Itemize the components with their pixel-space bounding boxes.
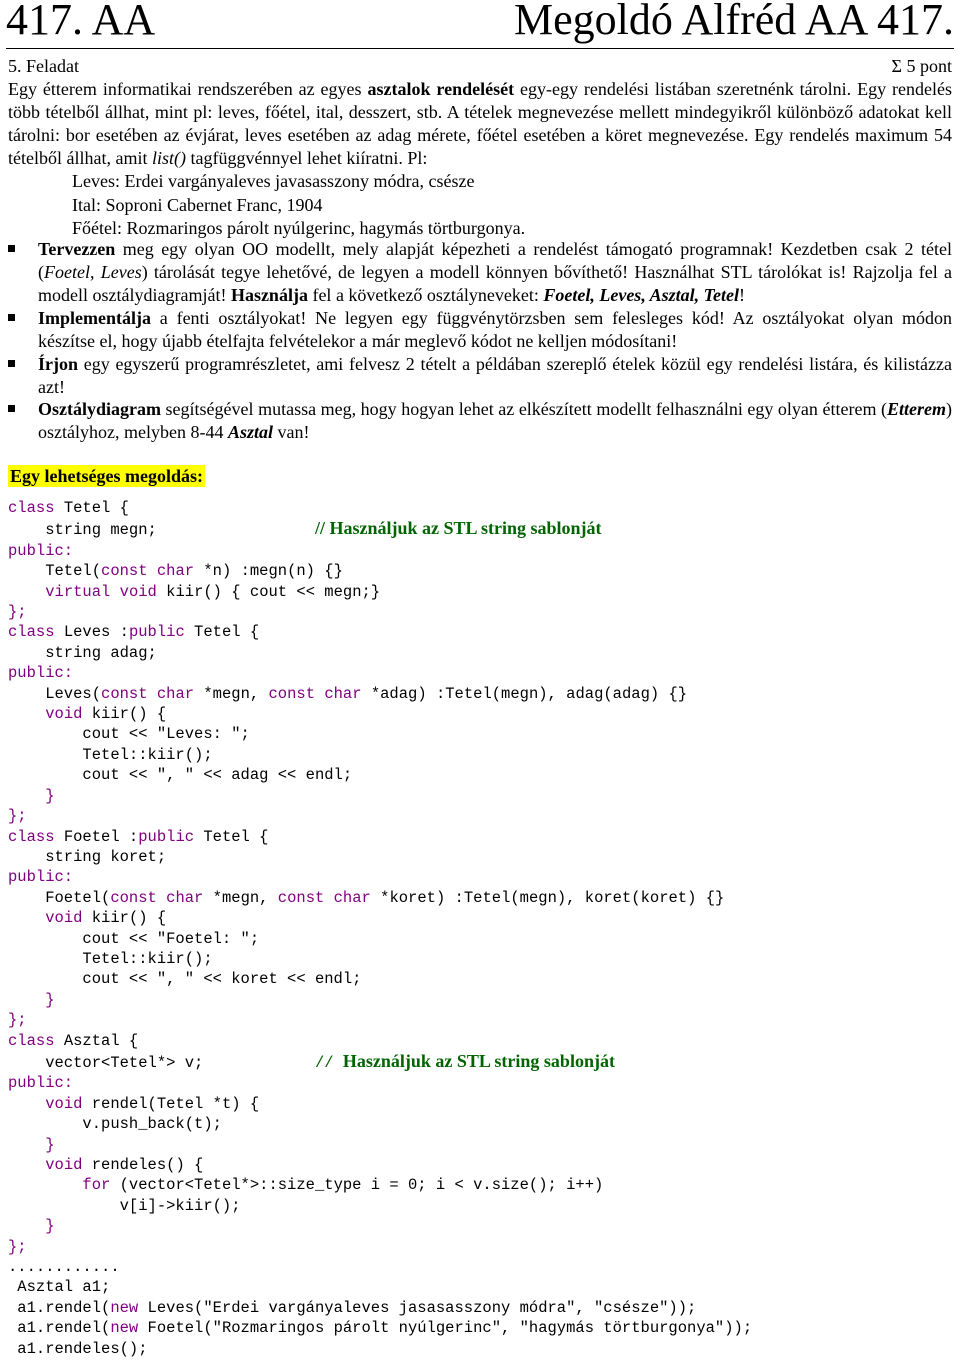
code-text: rendeles() { [82, 1156, 204, 1174]
code-comment-slashes: // [314, 1053, 334, 1072]
code-text: *megn, [203, 888, 278, 907]
code-text [157, 889, 166, 907]
header-left: 417. AA [6, 0, 156, 44]
task-points: Σ 5 pont [891, 56, 952, 76]
bullet-class-names: Foetel, Leves, Asztal, Tetel [543, 285, 739, 305]
code-text [324, 889, 333, 907]
code-text: cout << ", " << koret << endl; [8, 970, 362, 989]
code-text: }; [8, 807, 27, 826]
bullet-text: a fenti osztályokat! Ne legyen egy függvénytörzsben sem felesleges kód! Az osztályokat olyan módon készítse el, hogy újabb ételfajta felvételekor a már meglevő kódot ne kelljen módosítani! [38, 308, 952, 351]
code-keyword: void [119, 582, 157, 601]
intro-italic: list() [151, 148, 186, 168]
code-text: *koret) :Tetel(megn), koret(koret) {} [370, 888, 725, 907]
code-text: Tetel { [194, 827, 269, 846]
bullet-diagram [38, 398, 952, 444]
task-title: 5. Feladat [8, 56, 79, 76]
code-text [8, 705, 45, 723]
intro-text-1: Egy étterem informatikai rendszerében az egyes [8, 79, 368, 99]
code-text: Foetel : [54, 827, 139, 846]
code-text: v[i]->kiir(); [8, 1196, 241, 1215]
code-text [8, 909, 45, 927]
code-text: kiir() { cout << megn;} [156, 582, 381, 601]
bullet-bold: Osztálydiagram [38, 399, 161, 419]
code-text: string koret; [8, 847, 167, 866]
code-keyword: public [128, 623, 185, 642]
code-keyword: class [8, 499, 55, 517]
page-header [6, 0, 954, 49]
code-keyword: const [101, 562, 148, 581]
code-text: }; [8, 603, 27, 622]
bullet-bold: Használja [230, 285, 308, 305]
code-keyword: public: [8, 664, 74, 683]
code-keyword: new [110, 1298, 139, 1317]
code-keyword: char [324, 684, 362, 703]
bullet-class-name: Etterem [887, 399, 946, 419]
bullet-text: segítségével mutassa meg, hogy hogyan lehet az elkészített modellt felhasználni egy olyan étterem ( [161, 399, 887, 419]
code-text: Leves : [54, 623, 129, 642]
bullet-text: ) osztályhoz, melyben 8-44 [38, 399, 952, 442]
code-text [8, 1156, 45, 1174]
bullet-marker [8, 405, 15, 412]
bullet-text: van! [272, 422, 310, 442]
code-keyword: const [277, 888, 325, 907]
code-text: *adag) :Tetel(megn), adag(adag) {} [361, 684, 688, 703]
task-intro [8, 78, 952, 170]
code-keyword: class [8, 827, 55, 846]
bullet-bold: Írjon [38, 354, 78, 374]
code-keyword: void [45, 1094, 83, 1113]
code-text: cout << "Foetel: "; [8, 929, 260, 948]
code-text: } [8, 786, 55, 805]
bullet-text: meg egy olyan OO modellt, mely alapját képezheti a rendelést támogató programnak! Kezdetben csak 2 tétel ( [38, 239, 952, 282]
example-item: Ital: Soproni Cabernet Franc, 1904 [72, 194, 323, 215]
intro-text-3: tagfüggvénnyel lehet kiíratni. Pl: [185, 148, 428, 168]
bullet-write [38, 353, 952, 399]
code-text: string megn; [8, 521, 157, 540]
code-comment: Használjuk az STL string sablonját [342, 1050, 615, 1071]
intro-text-2: egy-egy rendelési listában szeretnénk tárolni. Egy rendelés több tételből állhat, mint pl: leves, főétel, ital, desszert, stb. A tételek megnevezése mellett mindegyikről különböző adatokat kell tárolni: bor esetében az évjárat, leves esetében az adag mérete, főétel esetében a köret megnevezése. Egy rendelés maximum 54 tételből állhat, amit [8, 79, 952, 168]
code-text: Leves( [8, 684, 102, 703]
bullet-marker [8, 245, 15, 252]
bullet-marker [8, 360, 15, 367]
bullet-bold: Implementálja [38, 308, 151, 328]
code-keyword: void [45, 1156, 83, 1174]
code-keyword: public [138, 827, 195, 846]
code-keyword: const [268, 684, 315, 703]
code-keyword: class [8, 1031, 55, 1050]
code-text [148, 562, 157, 580]
code-keyword: char [156, 684, 195, 703]
code-keyword: const [110, 888, 157, 907]
code-text: vector<Tetel*> v; [8, 1053, 204, 1072]
code-text [8, 1095, 45, 1113]
code-text [148, 685, 157, 703]
code-text: }; [8, 1237, 27, 1256]
code-text: cout << ", " << adag << endl; [8, 766, 353, 785]
code-text: kiir() { [82, 705, 167, 724]
code-text: Asztal { [54, 1031, 139, 1050]
code-keyword: char [156, 562, 195, 581]
code-text [8, 583, 45, 601]
code-text: Tetel::kiir(); [8, 949, 213, 968]
code-text: Tetel { [54, 499, 129, 517]
code-keyword: class [8, 623, 55, 642]
code-keyword: char [333, 888, 371, 907]
code-keyword: for [82, 1176, 111, 1195]
code-text: } [8, 1135, 55, 1154]
code-text: Tetel::kiir(); [8, 745, 213, 764]
code-comment: // Használjuk az STL string sablonját [314, 518, 602, 539]
code-text [8, 1176, 82, 1194]
bullet-text: fel a következő osztályneveket: [307, 285, 544, 305]
code-text: a1.rendeles(); [8, 1339, 148, 1358]
code-text: Tetel( [8, 562, 102, 581]
code-text: v.push_back(t); [8, 1115, 222, 1134]
bullet-italic: Leves [100, 262, 142, 282]
code-text: } [8, 1217, 55, 1236]
code-text: Foetel( [8, 888, 111, 907]
code-text [315, 685, 324, 703]
code-text: string adag; [8, 643, 157, 662]
code-keyword: void [45, 909, 83, 928]
code-text: a1.rendel( [8, 1319, 111, 1338]
bullet-bold: Tervezzen [38, 239, 116, 259]
solution-label: Egy lehetséges megoldás: [10, 466, 203, 486]
bullet-text: ! [739, 285, 745, 305]
code-keyword: const [101, 684, 148, 703]
example-item: Főétel: Rozmaringos párolt nyúlgerinc, hagymás törtburgonya. [72, 218, 526, 238]
code-text: kiir() { [82, 909, 167, 928]
code-text: (vector<Tetel*>::size_type i = 0; i < v.size(); i++) [110, 1176, 604, 1195]
code-text: a1.rendel( [8, 1298, 111, 1317]
code-text: rendel(Tetel *t) { [82, 1094, 260, 1113]
code-keyword: new [110, 1319, 139, 1338]
bullet-text: egy egyszerű programrészletet, ami felvesz 2 tételt a példában szereplő ételek közül egy rendelési listára, és kilistázza azt! [38, 354, 952, 397]
bullet-text: ) tárolását tegye lehetővé, de legyen a modell könnyen bővíthető! Használhat STL tárolókat is! Rajzolja fel a modell osztálydiagramját! [38, 262, 952, 305]
code-keyword: char [166, 888, 204, 907]
code-text: } [8, 990, 55, 1009]
example-item: Leves: Erdei vargányaleves javasasszony módra, csésze [72, 171, 475, 191]
code-text: *n) :megn(n) {} [194, 562, 343, 581]
code-keyword: public: [8, 541, 74, 560]
bullet-implement [38, 307, 952, 353]
code-text: Leves("Erdei vargányaleves jasasasszony módra", "csésze")); [138, 1298, 697, 1317]
code-block [8, 498, 752, 1359]
header-right: Megoldó Alfréd AA 417. [514, 0, 954, 44]
example-list [72, 170, 525, 241]
code-text: Tetel { [184, 623, 260, 642]
code-text [110, 583, 119, 601]
code-text: ............ [8, 1258, 120, 1277]
intro-bold: asztalok rendelését [367, 79, 515, 99]
code-text: Foetel("Rozmaringos párolt nyúlgerinc", "hagymás törtburgonya")); [138, 1319, 753, 1338]
bullet-text: , [89, 262, 101, 282]
code-text: cout << "Leves: "; [8, 725, 250, 744]
task-line [8, 55, 952, 77]
code-keyword: public: [8, 1074, 74, 1093]
code-text: Asztal a1; [8, 1278, 111, 1297]
code-text: }; [8, 1011, 27, 1030]
bullet-class-name: Asztal [227, 422, 273, 442]
code-text: *megn, [194, 684, 269, 703]
bullet-design [38, 238, 952, 307]
code-keyword: virtual [45, 582, 111, 601]
code-keyword: public: [8, 868, 74, 887]
code-keyword: void [45, 705, 83, 724]
bullet-italic: Foetel [44, 262, 90, 282]
bullet-marker [8, 314, 15, 321]
